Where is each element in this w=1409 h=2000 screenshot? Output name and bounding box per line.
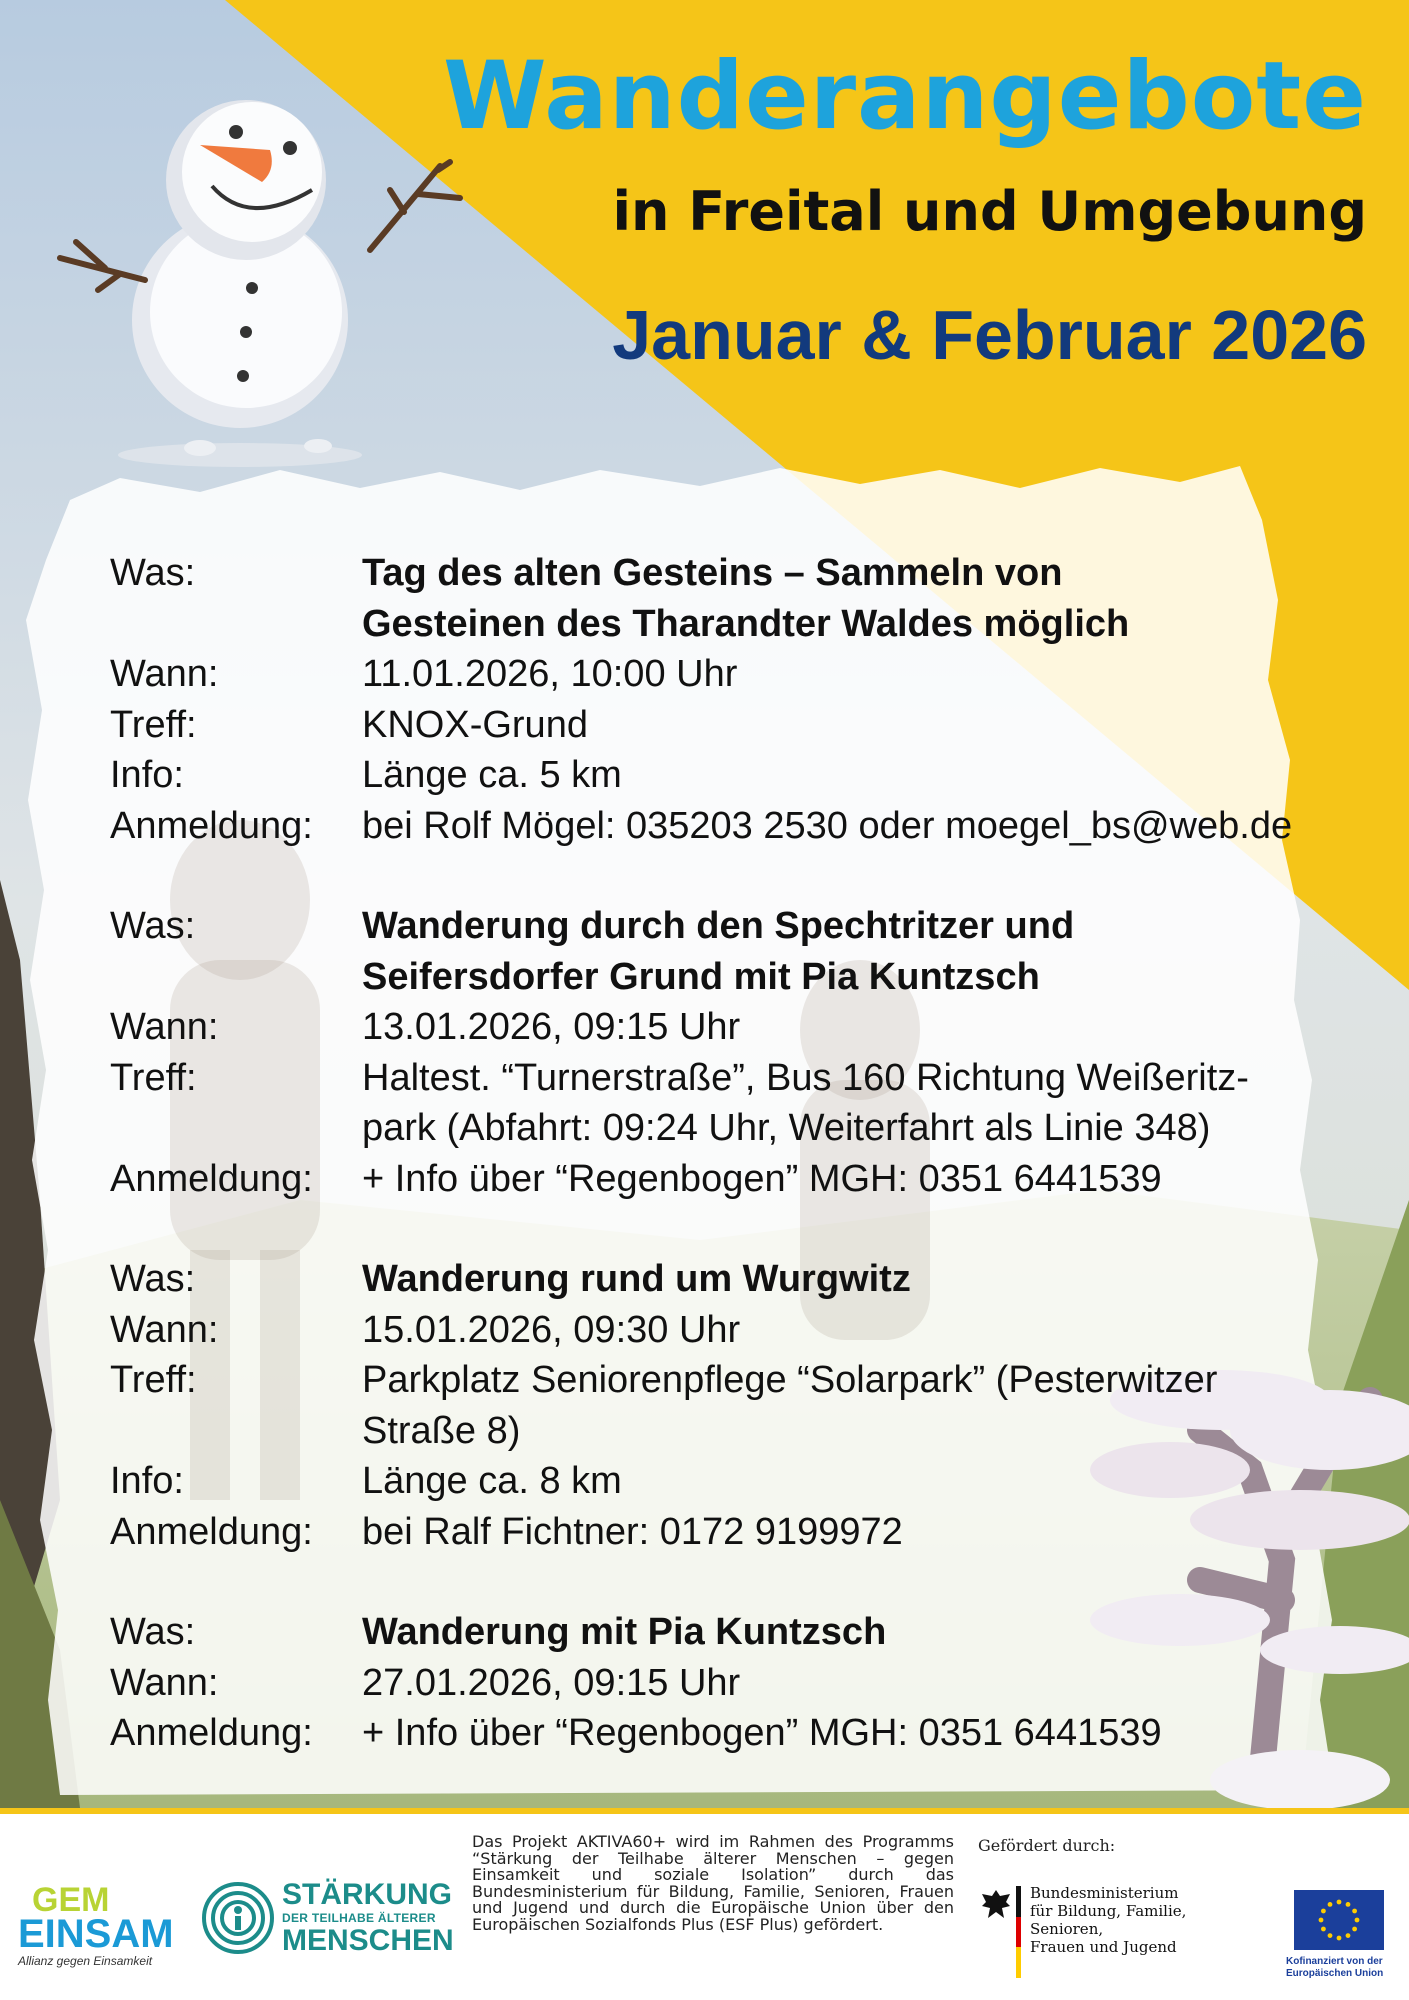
event-value	[362, 700, 1360, 751]
staerkung-line1: STÄRKUNG	[282, 1878, 452, 1911]
event-value	[362, 649, 1360, 700]
event-value	[362, 901, 1360, 1002]
event-value	[362, 1154, 1360, 1205]
event-label: Wann:	[110, 1006, 219, 1048]
event-value-line: Gesteinen des Tharandter Waldes möglich	[362, 602, 1130, 645]
event-row	[110, 1507, 1360, 1558]
event-row	[110, 801, 1360, 852]
event-value	[362, 1053, 1360, 1154]
gem-logo-line2: EINSAM	[18, 1912, 174, 1956]
event-block	[110, 901, 1360, 1204]
event-label: Was:	[110, 905, 196, 947]
page-subtitle: in Freital und Umgebung	[612, 180, 1367, 243]
eu-star-icon	[1328, 1933, 1333, 1938]
event-label: Was:	[110, 1611, 196, 1653]
event-block	[110, 548, 1360, 851]
event-value-line: 13.01.2026, 09:15 Uhr	[362, 1006, 741, 1048]
funded-by-label: Gefördert durch:	[978, 1836, 1116, 1855]
event-value-line: 15.01.2026, 09:30 Uhr	[362, 1308, 741, 1351]
event-label: Anmeldung:	[110, 1157, 313, 1200]
eu-star-icon	[1321, 1927, 1326, 1932]
eu-cofunded-label: Kofinanziert von der Europäischen Union	[1286, 1956, 1384, 1979]
event-label: Info:	[110, 754, 184, 796]
eu-star-icon	[1337, 1900, 1342, 1905]
staerkung-line2: DER TEILHABE ÄLTERER	[282, 1911, 436, 1925]
rings-icon	[200, 1880, 276, 1956]
event-value-line: Tag des alten Gesteins – Sammeln von	[362, 552, 1063, 594]
event-value-line: Länge ca. 8 km	[362, 1460, 622, 1502]
period-heading: Januar & Februar 2026	[612, 296, 1367, 374]
event-label: Anmeldung:	[110, 1510, 313, 1553]
event-row	[110, 1154, 1360, 1205]
staerkung-line3: MENSCHEN	[282, 1924, 454, 1957]
event-row	[110, 901, 1360, 1002]
event-label: Wann:	[110, 653, 219, 695]
gem-logo-tagline: Allianz gegen Einsamkeit	[18, 1954, 153, 1968]
eu-star-icon	[1346, 1933, 1351, 1938]
eu-star-icon	[1355, 1918, 1360, 1923]
event-value	[362, 1254, 1360, 1305]
eu-star-icon	[1346, 1902, 1351, 1907]
eu-star-icon	[1337, 1936, 1342, 1941]
event-value-line: park (Abfahrt: 09:24 Uhr, Weiterfahrt als Linie 348)	[362, 1107, 1211, 1149]
footer	[0, 1808, 1409, 2000]
event-value-line: KNOX-Grund	[362, 703, 588, 746]
event-value-line: Straße 8)	[362, 1409, 521, 1452]
gem-logo-line1: GEM	[32, 1881, 110, 1919]
event-value	[362, 1355, 1360, 1456]
event-label: Was:	[110, 1258, 196, 1300]
event-value	[362, 1002, 1360, 1053]
project-description: Das Projekt AKTIVA60+ wird im Rahmen des Programms “Stärkung der Teilhabe älterer Menschen – gegen Einsamkeit und soziale Isolation” durch das Bundesministerium für Bildung, Familie, Senioren, Frauen und Jugend und durch die Europäische Union über den Europäischen Sozialfonds Plus (ESF Plus) gefördert.	[472, 1832, 954, 1934]
event-value-line: + Info über “Regenbogen” MGH: 0351 6441539	[362, 1712, 1162, 1754]
ministry-logo	[978, 1884, 1238, 1984]
event-row	[110, 1607, 1360, 1658]
event-row	[110, 700, 1360, 751]
event-label: Treff:	[110, 1359, 197, 1401]
event-row	[110, 750, 1360, 801]
event-row	[110, 1658, 1360, 1709]
event-value-line: 11.01.2026, 10:00 Uhr	[362, 653, 738, 695]
event-value	[362, 1658, 1360, 1709]
eu-star-icon	[1352, 1909, 1357, 1914]
event-value	[362, 750, 1360, 801]
staerkung-logo	[200, 1874, 460, 1964]
event-value-line: Wanderung rund um Wurgwitz	[362, 1258, 911, 1300]
event-row	[110, 1355, 1360, 1456]
event-row	[110, 1456, 1360, 1507]
event-value	[362, 1507, 1360, 1558]
german-flag-stripe	[1016, 1886, 1021, 1978]
event-value-line: bei Ralf Fichtner: 0172 9199972	[362, 1510, 903, 1553]
event-value	[362, 1456, 1360, 1507]
event-row	[110, 1254, 1360, 1305]
event-value-line: + Info über “Regenbogen” MGH: 0351 6441539	[362, 1157, 1162, 1200]
event-block	[110, 1254, 1360, 1557]
event-value-line: Parkplatz Seniorenpflege “Solarpark” (Pesterwitzer	[362, 1359, 1218, 1401]
event-value-line: Länge ca. 5 km	[362, 754, 622, 796]
event-label: Wann:	[110, 1661, 219, 1704]
event-label: Treff:	[110, 1056, 197, 1099]
eu-flag-icon	[1294, 1890, 1384, 1950]
event-value	[362, 548, 1360, 649]
event-block	[110, 1607, 1360, 1759]
event-value	[362, 1708, 1360, 1759]
event-label: Anmeldung:	[110, 1712, 313, 1754]
eu-star-icon	[1328, 1902, 1333, 1907]
page-title: Wanderangebote	[442, 42, 1367, 151]
event-row	[110, 548, 1360, 649]
event-row	[110, 1305, 1360, 1356]
ministry-name: Bundesministerium für Bildung, Familie, Senioren, Frauen und Jugend	[1030, 1884, 1187, 1956]
event-row	[110, 1053, 1360, 1154]
event-value-line: bei Rolf Mögel: 035203 2530 oder moegel_bs@web.de	[362, 804, 1293, 847]
event-value-line: Seifersdorfer Grund mit Pia Kuntzsch	[362, 955, 1040, 998]
event-label: Treff:	[110, 703, 197, 746]
event-value	[362, 1305, 1360, 1356]
eu-star-icon	[1321, 1909, 1326, 1914]
event-row	[110, 649, 1360, 700]
event-label: Info:	[110, 1460, 184, 1502]
event-label: Anmeldung:	[110, 804, 313, 847]
eu-star-icon	[1319, 1918, 1324, 1923]
eu-star-icon	[1352, 1927, 1357, 1932]
gemeinsam-logo	[18, 1881, 188, 1968]
event-row	[110, 1002, 1360, 1053]
event-value-line: Haltest. “Turnerstraße”, Bus 160 Richtung Weißeritz-	[362, 1056, 1249, 1099]
event-value	[362, 801, 1360, 852]
event-value-line: Wanderung durch den Spechtritzer und	[362, 905, 1075, 947]
event-list	[110, 548, 1360, 1809]
event-row	[110, 1708, 1360, 1759]
event-label: Wann:	[110, 1308, 219, 1351]
eagle-icon	[980, 1888, 1012, 1922]
event-value	[362, 1607, 1360, 1658]
event-value-line: Wanderung mit Pia Kuntzsch	[362, 1611, 887, 1653]
event-value-line: 27.01.2026, 09:15 Uhr	[362, 1661, 741, 1704]
event-label: Was:	[110, 552, 196, 594]
